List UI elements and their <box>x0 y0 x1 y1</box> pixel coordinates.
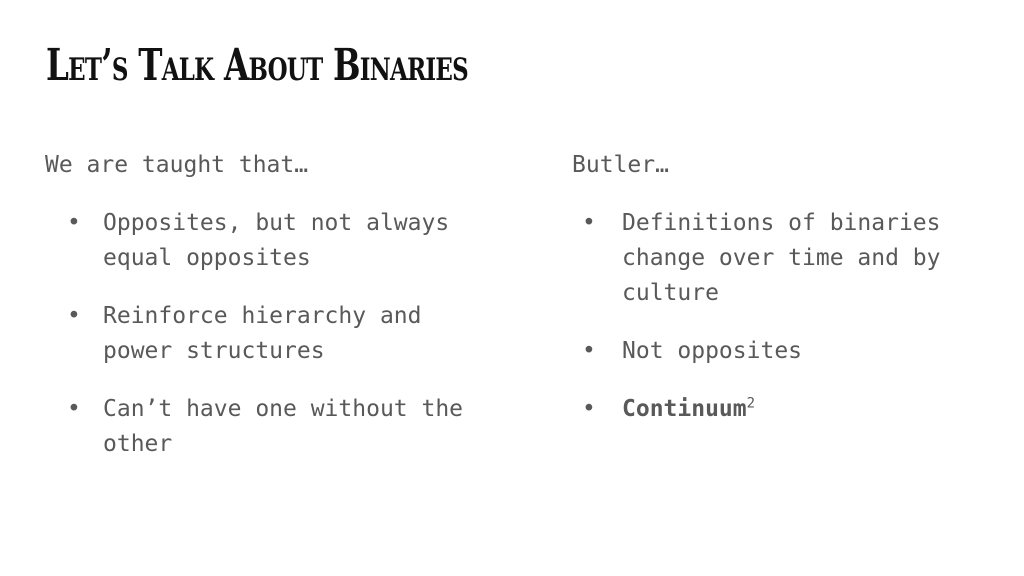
slide-title: Let’s Talk About Binaries <box>46 40 468 91</box>
bullet-dot-icon: • <box>582 396 596 422</box>
bullet-text-bold: Continuum <box>622 396 747 422</box>
list-item <box>45 392 475 462</box>
bullet-text: Opposites, but not always equal opposites <box>103 210 450 271</box>
list-item <box>45 206 475 276</box>
right-bullet-list <box>572 206 992 427</box>
left-column <box>45 148 475 485</box>
footnote-marker: 2 <box>746 395 756 412</box>
bullet-dot-icon: • <box>67 210 81 236</box>
right-column-heading: Butler… <box>572 152 669 178</box>
bullet-text: Not opposites <box>622 338 803 364</box>
bullet-text: Reinforce hierarchy and power structures <box>103 303 422 364</box>
bullet-dot-icon: • <box>67 303 81 329</box>
list-item <box>45 299 475 369</box>
left-column-heading: We are taught that… <box>45 152 309 178</box>
bullet-dot-icon: • <box>67 396 81 422</box>
bullet-text: Definitions of binaries change over time and by culture <box>622 210 941 306</box>
left-bullet-list <box>45 206 475 462</box>
bullet-text: Can’t have one without the other <box>103 396 464 457</box>
bullet-dot-icon: • <box>582 338 596 364</box>
list-item <box>572 392 992 427</box>
right-column <box>572 148 992 450</box>
list-item <box>572 206 992 311</box>
list-item <box>572 334 992 369</box>
bullet-dot-icon: • <box>582 210 596 236</box>
